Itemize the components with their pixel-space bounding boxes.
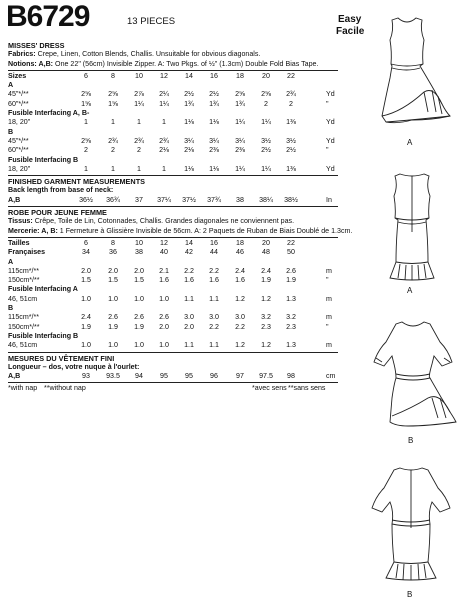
en-notions-text: One 22" (56cm) Invisible Zipper. A: Two Pkgs. of ½" (1.3cm) Double Fold Bias Tape. <box>55 59 319 68</box>
fr-fusible-a-row-value: 1.0 <box>159 294 169 303</box>
en-b-row-45-unit: Yd <box>326 136 335 145</box>
fr-a-row-150-value: 1.5 <box>134 276 144 285</box>
en-b-row-60-unit: " <box>326 146 329 155</box>
en-b-row-45-value: 2¾ <box>159 136 169 145</box>
en-fusible-b-row-value: 1¼ <box>261 164 271 173</box>
en-fusible-a-row-value: 1 <box>137 118 141 127</box>
divider <box>8 237 338 238</box>
en-back-length-row-value: 37½ <box>182 195 196 204</box>
fr-a-row-150-value: 1.6 <box>235 276 245 285</box>
en-sizes-row-label: Sizes <box>8 71 27 80</box>
fr-longueur-row-value: 95 <box>185 372 193 381</box>
dress-view-b-front <box>368 318 458 430</box>
en-a-row-60-value: 1¼ <box>159 99 169 108</box>
fr-fusible-a-row-value: 1.0 <box>81 294 91 303</box>
en-fusible-a-row-value: 1⅛ <box>184 118 194 127</box>
en-a-row-60-value: 1¾ <box>235 99 245 108</box>
en-fusible-a-row <box>8 118 338 127</box>
fr-b-row-115-value: 2.6 <box>108 313 118 322</box>
view-label-a2: A <box>407 286 413 295</box>
fr-b-row-150-label: 150cm*/** <box>8 322 40 331</box>
size-value: 48 <box>262 248 270 257</box>
en-group-a: A <box>8 81 14 90</box>
size-value: 8 <box>111 71 115 80</box>
yardage-chart <box>8 41 353 394</box>
en-b-row-45 <box>8 137 338 146</box>
view-label-b1: B <box>408 436 414 445</box>
fr-fusible-a-row-value: 1.2 <box>235 294 245 303</box>
fr-fusible-a-row-value: 1.1 <box>184 294 194 303</box>
fr-tailles-row <box>8 239 338 248</box>
en-back-length-label: Back length from base of neck: <box>8 186 114 195</box>
en-fusible-a-row-value: 1 <box>162 118 166 127</box>
fr-fusible-b-row-value: 1.2 <box>261 341 271 350</box>
en-a-row-45-value: 2⅝ <box>108 90 118 99</box>
fr-b-row-115-label: 115cm*/** <box>8 313 40 322</box>
fr-a-row-150-value: 1.5 <box>81 276 91 285</box>
fr-a-row-150-value: 1.9 <box>286 276 296 285</box>
fr-fusible-b-row <box>8 341 338 350</box>
divider <box>8 206 338 207</box>
en-fabrics-text: Crepe, Linen, Cotton Blends, Challis. Unsuitable for obvious diagonals. <box>37 50 261 59</box>
footnote-with-nap: *with nap <box>8 384 38 393</box>
size-value: 20 <box>262 238 270 247</box>
fr-b-row-150-value: 1.9 <box>81 322 91 331</box>
fr-francaises-row-label: Françaises <box>8 248 46 257</box>
fr-mesures-title: MESURES DU VÊTEMENT FINI <box>8 353 115 363</box>
fr-fusible-b-row-value: 1.2 <box>235 341 245 350</box>
fr-a-row-115-value: 2.4 <box>261 266 271 275</box>
en-a-row-60-value: 1¾ <box>209 99 219 108</box>
divider <box>8 175 338 176</box>
footnote-without-nap: **without nap <box>44 384 86 393</box>
fr-longueur-row-unit: cm <box>326 372 336 381</box>
en-a-row-60-value: 1⅝ <box>108 99 118 108</box>
en-b-row-45-value: 2¾ <box>108 136 118 145</box>
en-b-row-60-value: 2⅛ <box>159 146 169 155</box>
en-b-row-60-value: 2⅜ <box>235 146 245 155</box>
fr-a-row-115-value: 2.0 <box>134 266 144 275</box>
en-fabrics-label: Fabrics: <box>8 50 36 59</box>
size-value: 50 <box>287 248 295 257</box>
fr-a-row-115 <box>8 267 338 276</box>
en-fusible-b-row-value: 1⅛ <box>209 164 219 173</box>
level-en: Easy <box>338 14 362 25</box>
fr-fusible-a-row-value: 1.0 <box>108 294 118 303</box>
fr-a-row-115-unit: m <box>326 266 332 275</box>
size-value: 6 <box>84 238 88 247</box>
en-fusible-b-row-value: 1⅜ <box>286 164 296 173</box>
fr-b-row-115-value: 2.6 <box>134 313 144 322</box>
fr-tissus-text: Crêpe, Toile de Lin, Cotonnades, Challis. Grandes diagonales ne conviennent pas. <box>34 217 295 226</box>
fr-b-row-150-value: 2.3 <box>261 322 271 331</box>
fr-francaises-row <box>8 248 338 257</box>
size-value: 18 <box>236 71 244 80</box>
fr-b-row-150-value: 2.3 <box>286 322 296 331</box>
en-a-row-45-value: 2⅝ <box>81 90 91 99</box>
fr-b-row-115-value: 3.2 <box>286 313 296 322</box>
fr-fusible-b-row-label: 46, 51cm <box>8 341 38 350</box>
fr-b-row-115-value: 2.4 <box>81 313 91 322</box>
fr-b-row-150-value: 1.9 <box>108 322 118 331</box>
en-a-row-45-value: 2⅞ <box>134 90 144 99</box>
fr-fusible-b-row-value: 1.1 <box>184 341 194 350</box>
footnotes <box>8 384 338 393</box>
en-notions-label: Notions: A,B: <box>8 59 54 68</box>
footnote-sans-sens: **sans sens <box>288 384 326 393</box>
en-fusible-a-row-value: 1 <box>84 118 88 127</box>
fr-a-row-115-value: 2.0 <box>81 266 91 275</box>
fr-mercerie-text: 1 Fermeture à Glissière Invisible de 56cm. A: 2 Paquets de Ruban de Biais Doublé de 1.3cm. <box>59 226 353 235</box>
en-back-length-row-value: 37 <box>135 195 143 204</box>
view-label-b2: B <box>407 590 413 599</box>
en-back-length-row-value: 37¾ <box>207 195 221 204</box>
fr-longueur-row-value: 93.5 <box>106 372 120 381</box>
fr-longueur-row-value: 98 <box>287 372 295 381</box>
fr-longueur-row-label: A,B <box>8 372 21 381</box>
en-a-row-45 <box>8 90 338 99</box>
dress-view-a-front <box>362 16 452 134</box>
fr-b-row-150-value: 2.2 <box>235 322 245 331</box>
fr-fusible-a-row-value: 1.3 <box>286 294 296 303</box>
size-value: 40 <box>160 248 168 257</box>
en-a-row-45-value: 2½ <box>184 90 194 99</box>
size-value: 12 <box>160 238 168 247</box>
en-a-row-60-value: 2 <box>289 99 293 108</box>
fr-b-row-150-unit: " <box>326 322 329 331</box>
fr-longueur-row-value: 96 <box>210 372 218 381</box>
size-value: 10 <box>135 71 143 80</box>
en-back-length-row-value: 36¾ <box>106 195 120 204</box>
en-fusible-a-label: Fusible Interfacing A, B- <box>8 109 90 118</box>
fr-b-row-115-value: 3.0 <box>235 313 245 322</box>
en-a-row-60-value: 2 <box>264 99 268 108</box>
en-b-row-60-value: 2½ <box>286 146 296 155</box>
size-value: 36 <box>109 248 117 257</box>
size-value: 6 <box>84 71 88 80</box>
en-a-row-45-value: 2¾ <box>286 90 296 99</box>
fr-a-row-115-value: 2.1 <box>159 266 169 275</box>
size-value: 14 <box>185 71 193 80</box>
fr-b-row-115-value: 3.0 <box>184 313 194 322</box>
en-a-row-45-value: 2½ <box>209 90 219 99</box>
en-fusible-b-row-value: 1 <box>137 164 141 173</box>
fr-a-row-150-value: 1.6 <box>184 276 194 285</box>
fr-fusible-b-row-value: 1.0 <box>108 341 118 350</box>
en-fusible-b-row-unit: Yd <box>326 164 335 173</box>
en-a-row-45-unit: Yd <box>326 90 335 99</box>
en-back-length-row-value: 36½ <box>79 195 93 204</box>
fr-fusible-a-label: Fusible Interfacing A <box>8 285 78 294</box>
en-b-row-60-label: 60"*/** <box>8 146 29 155</box>
size-value: 16 <box>210 238 218 247</box>
fr-tailles-row-label: Tailles <box>8 238 30 247</box>
en-a-row-60 <box>8 100 338 109</box>
fr-b-row-115 <box>8 313 338 322</box>
fr-mercerie <box>8 226 353 236</box>
en-b-row-60-value: 2 <box>137 146 141 155</box>
en-b-row-60-value: 2⅛ <box>184 146 194 155</box>
fr-a-row-150 <box>8 276 338 285</box>
fr-longueur-label: Longueur – dos, votre nuque à l'ourlet: <box>8 362 140 371</box>
fr-longueur-row <box>8 372 338 381</box>
en-b-row-45-value: 2⅝ <box>81 136 91 145</box>
en-a-row-60-value: 1¾ <box>184 99 194 108</box>
fr-b-row-115-value: 2.6 <box>159 313 169 322</box>
en-back-length-row-value: 38½ <box>284 195 298 204</box>
en-back-length-row <box>8 196 338 205</box>
en-a-row-60-value: 1¼ <box>134 99 144 108</box>
en-a-row-45-value: 2¼ <box>159 90 169 99</box>
size-value: 14 <box>185 238 193 247</box>
footnote-avec-sens: *avec sens <box>252 384 287 393</box>
fr-fusible-a-row-unit: m <box>326 294 332 303</box>
en-b-row-60-value: 2½ <box>261 146 271 155</box>
en-fabrics <box>8 50 338 59</box>
en-fusible-b-row-value: 1⅛ <box>184 164 194 173</box>
en-fusible-a-row-value: 1 <box>111 118 115 127</box>
fr-fusible-a-row-value: 1.0 <box>134 294 144 303</box>
fr-b-row-150-value: 2.0 <box>184 322 194 331</box>
size-value: 8 <box>111 238 115 247</box>
fr-fusible-a-row-value: 1.2 <box>261 294 271 303</box>
divider <box>8 70 338 71</box>
en-b-row-60-value: 2 <box>111 146 115 155</box>
en-fusible-b-row-label: 18, 20" <box>8 164 31 173</box>
fr-fusible-b-label: Fusible Interfacing B <box>8 331 79 340</box>
en-fusible-b-row-value: 1 <box>162 164 166 173</box>
fr-longueur-row-value: 97.5 <box>259 372 273 381</box>
fr-mercerie-label: Mercerie: A, B: <box>8 226 58 235</box>
fr-group-b: B <box>8 304 14 313</box>
pieces-count: 13 PIECES <box>127 16 176 27</box>
fr-b-row-115-value: 3.2 <box>261 313 271 322</box>
size-value: 12 <box>160 71 168 80</box>
en-back-length-row-value: 38 <box>236 195 244 204</box>
fr-longueur-row-value: 95 <box>160 372 168 381</box>
en-b-row-45-value: 3¼ <box>235 136 245 145</box>
fr-fusible-a-row-label: 46, 51cm <box>8 294 38 303</box>
fr-fusible-b-row-value: 1.0 <box>134 341 144 350</box>
en-fusible-a-row-label: 18, 20" <box>8 118 31 127</box>
divider <box>8 382 338 383</box>
fr-b-row-150-value: 1.9 <box>134 322 144 331</box>
size-value: 10 <box>135 238 143 247</box>
fr-fusible-b-row-value: 1.0 <box>159 341 169 350</box>
en-fusible-b-row-value: 1 <box>84 164 88 173</box>
fr-a-row-150-label: 150cm*/** <box>8 276 40 285</box>
fr-fusible-a-row-value: 1.1 <box>209 294 219 303</box>
fr-fusible-b-row-unit: m <box>326 341 332 350</box>
en-back-length-row-value: 38¼ <box>259 195 273 204</box>
fr-a-row-150-unit: " <box>326 276 329 285</box>
fr-a-row-115-value: 2.0 <box>108 266 118 275</box>
en-fusible-b-row-value: 1 <box>111 164 115 173</box>
en-a-row-60-label: 60"*/** <box>8 99 29 108</box>
fr-b-row-150 <box>8 323 338 332</box>
en-b-row-60-value: 2 <box>84 146 88 155</box>
en-back-length-row-unit: In <box>326 195 332 204</box>
pattern-number: B6729 <box>6 0 90 33</box>
fr-fusible-a-row <box>8 295 338 304</box>
level-fr: Facile <box>336 26 365 37</box>
size-value: 18 <box>236 238 244 247</box>
size-value: 34 <box>82 248 90 257</box>
en-a-row-45-value: 2⅝ <box>261 90 271 99</box>
en-fusible-b-label: Fusible Interfacing B <box>8 155 79 164</box>
fr-b-row-115-value: 3.0 <box>209 313 219 322</box>
en-sizes-row <box>8 72 338 81</box>
en-b-row-60-value: 2⅜ <box>209 146 219 155</box>
en-fusible-a-row-value: 1⅛ <box>209 118 219 127</box>
fr-tissus-label: Tissus: <box>8 217 33 226</box>
fr-longueur-row-value: 93 <box>82 372 90 381</box>
fr-a-row-150-value: 1.5 <box>108 276 118 285</box>
size-value: 20 <box>262 71 270 80</box>
en-finished-title: FINISHED GARMENT MEASUREMENTS <box>8 177 146 187</box>
fr-fusible-b-row-value: 1.1 <box>209 341 219 350</box>
fr-a-row-115-label: 115cm*/** <box>8 266 40 275</box>
fr-b-row-150-value: 2.0 <box>159 322 169 331</box>
fr-b-row-150-value: 2.2 <box>209 322 219 331</box>
en-notions <box>8 60 338 69</box>
size-value: 16 <box>210 71 218 80</box>
fr-a-row-150-value: 1.6 <box>159 276 169 285</box>
en-back-length-row-label: A,B <box>8 195 21 204</box>
size-value: 22 <box>287 238 295 247</box>
en-fusible-a-row-value: 1¼ <box>235 118 245 127</box>
view-label-a1: A <box>407 138 413 147</box>
en-b-row-45-label: 45"*/** <box>8 136 29 145</box>
fr-a-row-150-value: 1.6 <box>209 276 219 285</box>
size-value: 22 <box>287 71 295 80</box>
en-a-row-60-unit: " <box>326 99 329 108</box>
en-b-row-45-value: 3¼ <box>184 136 194 145</box>
fr-longueur-row-value: 94 <box>135 372 143 381</box>
fr-fusible-b-row-value: 1.0 <box>81 341 91 350</box>
fr-a-row-115-value: 2.2 <box>184 266 194 275</box>
fr-a-row-150-value: 1.9 <box>261 276 271 285</box>
size-value: 46 <box>236 248 244 257</box>
en-b-row-45-value: 3½ <box>261 136 271 145</box>
dress-view-a-back <box>372 172 452 284</box>
fr-group-a: A <box>8 257 14 266</box>
en-group-b: B <box>8 127 14 136</box>
en-a-row-45-label: 45"*/** <box>8 90 29 99</box>
en-b-row-45-value: 3¼ <box>209 136 219 145</box>
en-a-row-60-value: 1⅝ <box>81 99 91 108</box>
fr-title: ROBE POUR JEUNE FEMME <box>8 208 107 218</box>
en-b-row-45-value: 3½ <box>286 136 296 145</box>
en-fusible-b-row-value: 1¼ <box>235 164 245 173</box>
fr-longueur-row-value: 97 <box>236 372 244 381</box>
en-a-row-45-value: 2⅝ <box>235 90 245 99</box>
fr-a-row-115-value: 2.6 <box>286 266 296 275</box>
divider <box>8 352 338 353</box>
en-fusible-a-row-value: 1¼ <box>261 118 271 127</box>
size-value: 44 <box>210 248 218 257</box>
en-b-row-60 <box>8 146 338 155</box>
en-title: MISSES' DRESS <box>8 41 65 50</box>
size-value: 42 <box>185 248 193 257</box>
fr-tissus <box>8 217 338 226</box>
en-b-row-45-value: 2¾ <box>134 136 144 145</box>
fr-a-row-115-value: 2.2 <box>209 266 219 275</box>
fr-fusible-b-row-value: 1.3 <box>286 341 296 350</box>
en-back-length-row-value: 37¼ <box>157 195 171 204</box>
fr-a-row-115-value: 2.4 <box>235 266 245 275</box>
en-fusible-a-row-unit: Yd <box>326 118 335 127</box>
en-fusible-b-row <box>8 165 338 174</box>
en-fusible-a-row-value: 1⅜ <box>286 118 296 127</box>
size-value: 38 <box>135 248 143 257</box>
fr-b-row-115-unit: m <box>326 313 332 322</box>
dress-view-b-back <box>368 466 454 584</box>
